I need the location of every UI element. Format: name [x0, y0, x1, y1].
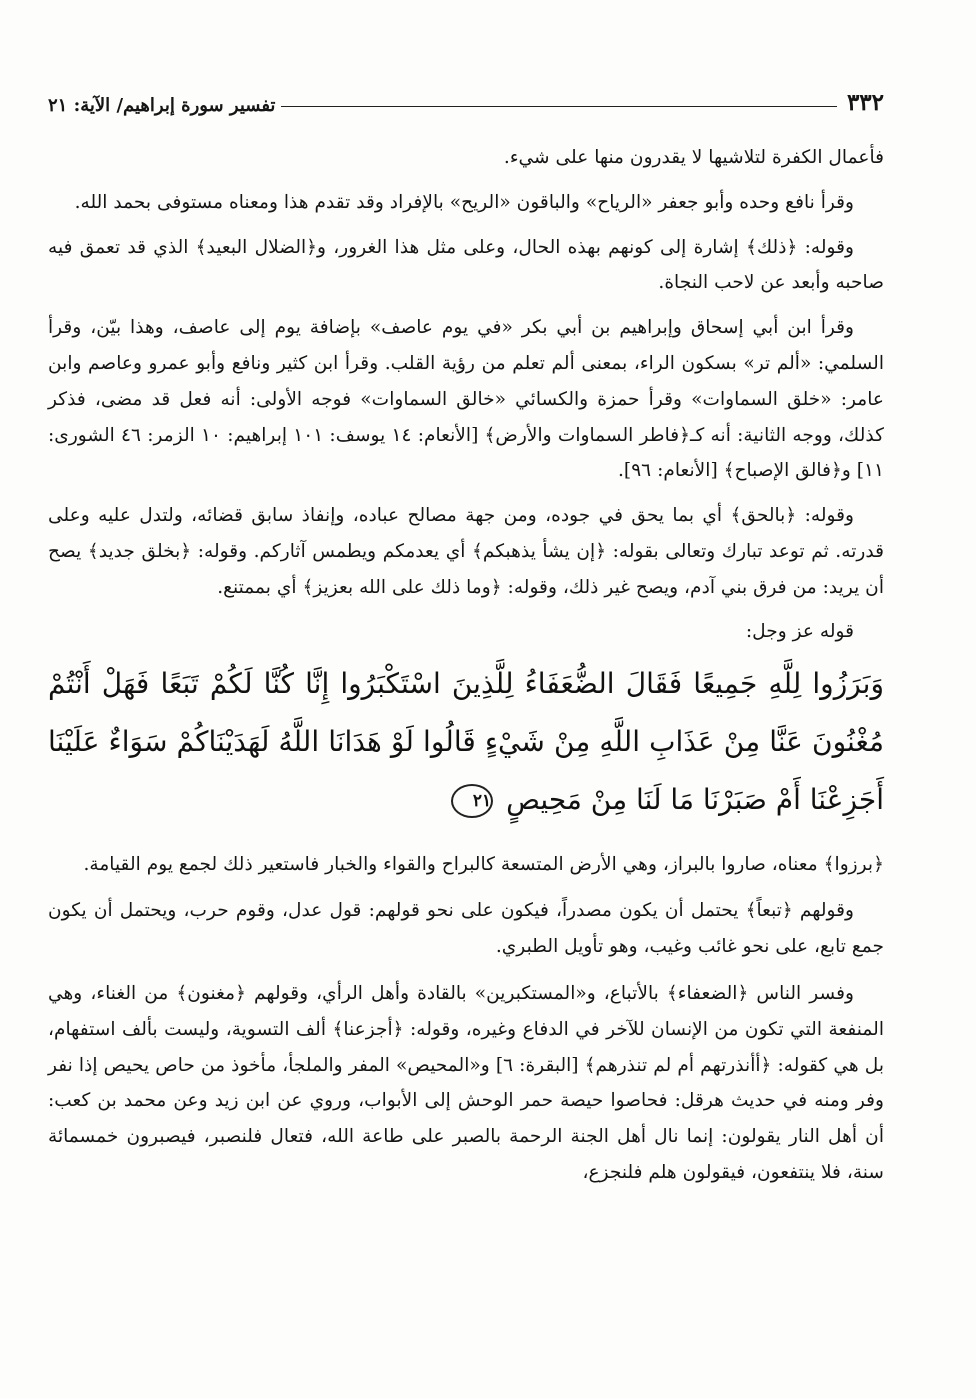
header-rule — [281, 106, 836, 107]
page-body — [48, 140, 884, 1200]
page-number: ٣٣٢ — [846, 89, 884, 116]
verse-text: وَبَرَزُوا لِلَّهِ جَمِيعًا فَقَالَ الضُّعَفَاءُ لِلَّذِينَ اسْتَكْبَرُوا إِنَّا كُنَّا لَكُمْ تَبَعًا فَهَلْ أَنْتُمْ مُغْنُونَ عَنَّا مِنْ عَذَابِ اللَّهِ مِنْ شَيْءٍ قَالُوا لَوْ هَدَانَا اللَّهُ لَهَدَيْنَاكُمْ سَوَاءٌ عَلَيْنَا أَجَزِعْنَا أَمْ صَبَرْنَا مَا لَنَا مِنْ مَحِيصٍ — [48, 666, 884, 816]
ayah-number-mark: ٢١ — [451, 784, 493, 818]
running-header — [48, 82, 884, 116]
paragraph: ﴿برزوا﴾ معناه، صاروا بالبراز، وهي الأرض المتسعة كالبراح والقواء والخبار فاستعير ذلك لجمع يوم القيامة. — [83, 853, 884, 875]
paragraph: وقوله: ﴿ذلك﴾ إشارة إلى كونهم بهذه الحال، وعلى مثل هذا الغرور، و﴿الضلال البعيد﴾ الذي قد تعمق فيه صاحبه وأبعد عن لاحب النجاة. — [48, 236, 884, 294]
book-page — [48, 0, 884, 1398]
paragraph: وقولهم ﴿تبعاً﴾ يحتمل أن يكون مصدراً، فيكون على نحو قولهم: قول عدل، وقوم حرب، ويحتمل أن يكون جمع تابع، على نحو غائب وغيب، وهو تأويل الطبري. — [48, 900, 884, 958]
paragraph: وفسر الناس ﴿الضعفاء﴾ بالأتباع، و«المستكبرين» بالقادة وأهل الرأي، وقولهم ﴿مغنون﴾ من الغناء، وهي المنفعة التي تكون من الإنسان للآخر في الدفاع وغيره، وقوله: ﴿أجزعنا﴾ ألف التسوية، وليست بألف استفهام، بل هي كقوله: ﴿أأنذرتهم أم لم تنذرهم﴾ [البقرة: ٦] و«المحيص» المفر والملجأ، مأخوذ من حاص يحيص إذا نفر وفر ومنه في حديث هرقل: فحاصوا حيصة حمر الوحش إلى الأبواب، وروي عن ابن زيد وعن محمد بن كعب: أن أهل النار يقولون: إنما نال أهل الجنة الرحمة بالصبر على طاعة الله، فتعال فلنصبر، فيصبرون خمسمائة سنة، فلا ينتفعون، فيقولون هلم فلنجزع، — [48, 982, 884, 1183]
paragraph: وقرأ نافع وحده وأبو جعفر «الرياح» والباقون «الريح» بالإفراد وقد تقدم هذا ومعناه مستوفى بحمد الله. — [74, 191, 854, 213]
header-title: تفسير سورة إبراهيم/ الآية: ٢١ — [48, 95, 276, 116]
paragraph: فأعمال الكفرة لتلاشيها لا يقدرون منها على شيء. — [503, 147, 884, 168]
quran-verse — [48, 655, 884, 829]
paragraph: وقرأ ابن أبي إسحاق وإبراهيم بن أبي بكر «في يوم عاصف» بإضافة يوم إلى عاصف، وهذا بيّن، وقرأ السلمي: «ألم تر» بسكون الراء، بمعنى ألم تعلم من رؤية القلب. وقرأ ابن كثير ونافع وأبو عمرو وعاصم وابن عامر: «خلق السماوات» وقرأ حمزة والكسائي «خالق السماوات» فوجه الأولى: أنه فعل قد مضى، فذكر كذلك، ووجه الثانية: أنه كـ﴿فاطر السماوات والأرض﴾ [الأنعام: ١٤ يوسف: ١٠١ إبراهيم: ١٠ الزمر: ٤٦ الشورى: ١١] و﴿فالق الإصباح﴾ [الأنعام: ٩٦]. — [48, 317, 884, 482]
verse-label: قوله عز وجل: — [745, 620, 854, 642]
paragraph: وقوله: ﴿بالحق﴾ أي بما يحق في جوده، ومن جهة مصالح عباده، وإنفاذ سابق قضائه، ولتدل عليه وعلى قدرته. ثم توعد تبارك وتعالى بقوله: ﴿إن يشأ يذهبكم﴾ أي يعدمكم ويطمس آثاركم. وقوله: ﴿بخلق جديد﴾ يصح أن يريد: من فرق بني آدم، ويصح غير ذلك، وقوله: ﴿وما ذلك على الله بعزيز﴾ أي بممتنع. — [48, 505, 884, 598]
